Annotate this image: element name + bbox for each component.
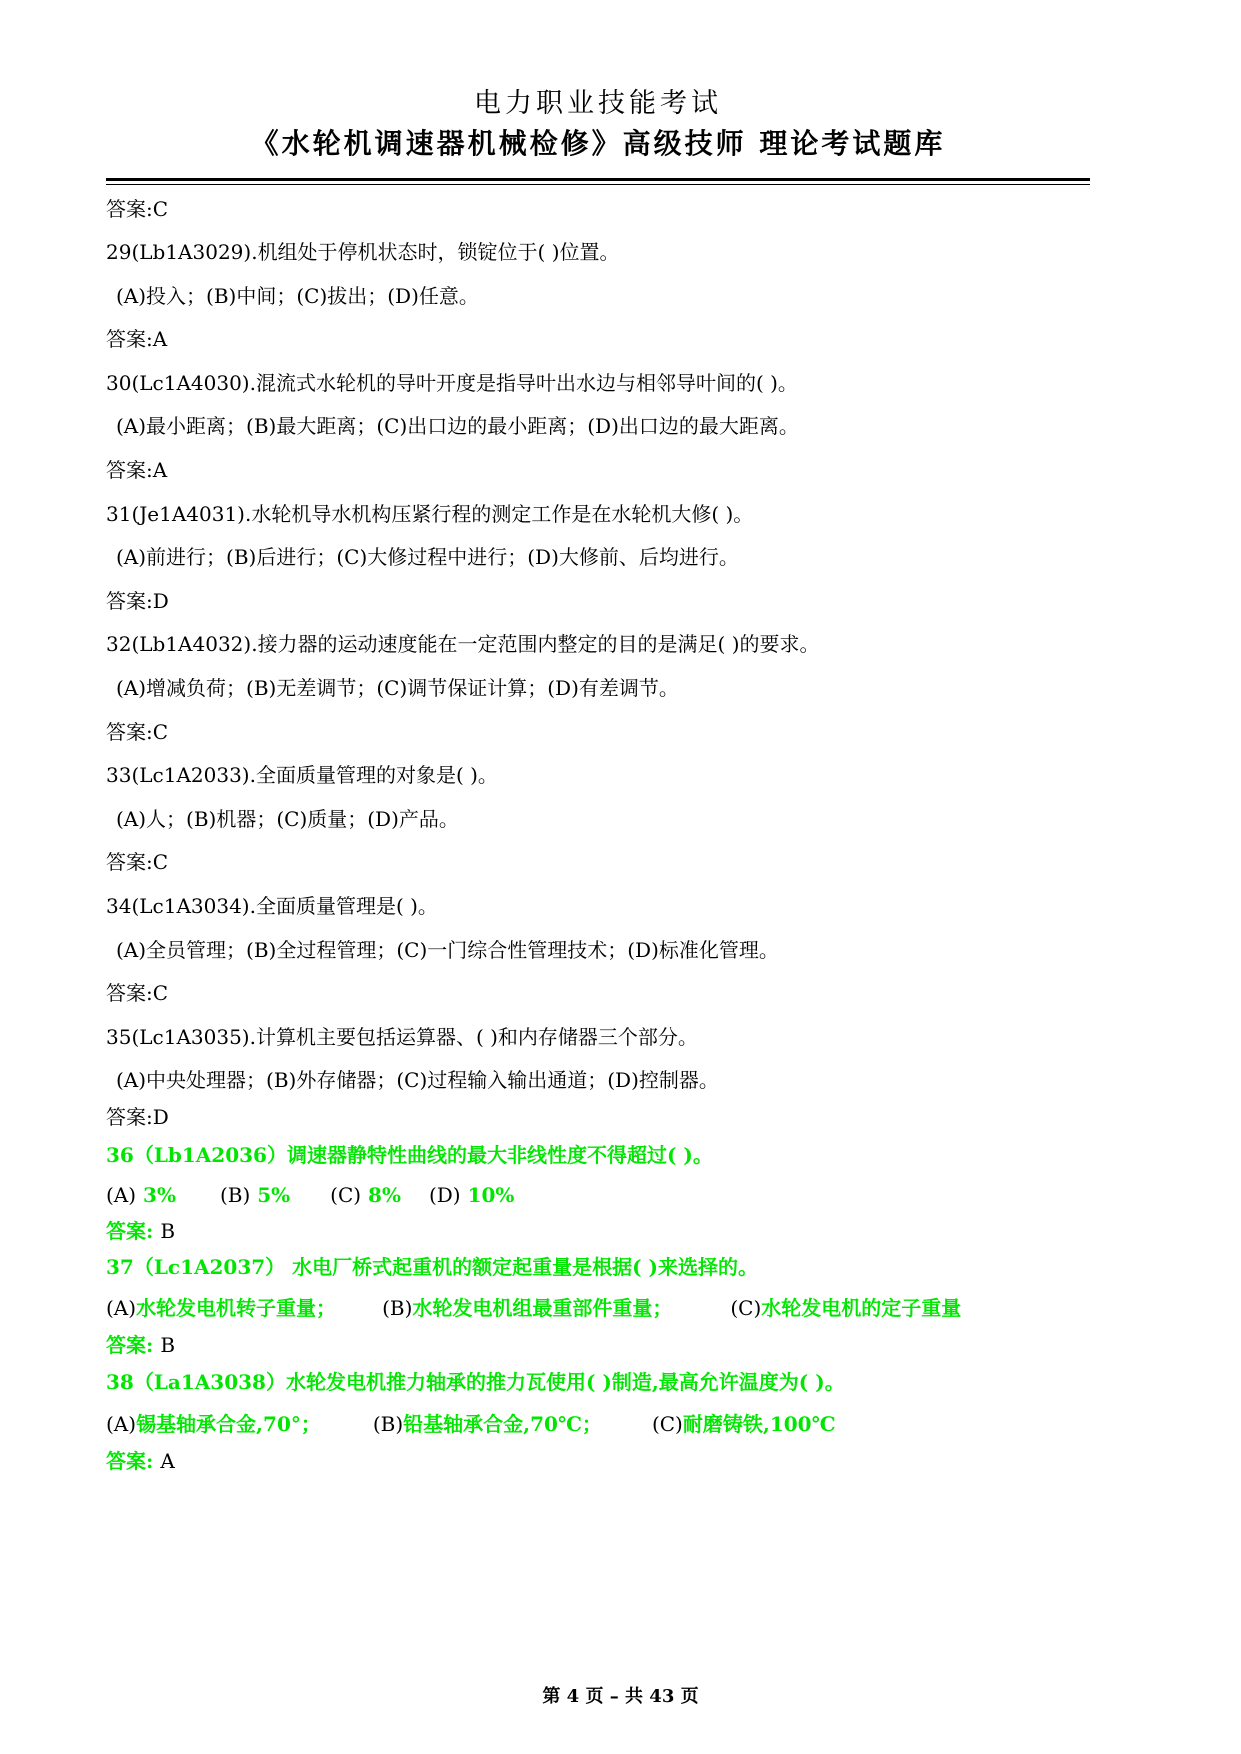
question-29: 29(Lb1A3029).机组处于停机状态时，锁锭位于( )位置。 [106, 240, 620, 264]
page-label: 第 [542, 1686, 561, 1707]
question-37: 37（Lc1A2037） 水电厂桥式起重机的额定起重量是根据( )来选择的。 [106, 1255, 759, 1279]
options-29: (A)投入；(B)中间；(C)拔出；(D)任意。 [116, 284, 479, 308]
answer-33: 答案:C [106, 850, 169, 874]
answer-31: 答案:D [106, 589, 169, 613]
question-30: 30(Lc1A4030).混流式水轮机的导叶开度是指导叶出水边与相邻导叶间的( )。 [106, 371, 798, 395]
question-32: 32(Lb1A4032).接力器的运动速度能在一定范围内整定的目的是满足( )的要求。 [106, 632, 820, 656]
exam-title: 电力职业技能考试 [474, 88, 722, 119]
page-unit: 页 [585, 1686, 604, 1707]
header-rule-thin [106, 184, 1090, 185]
answer-30: 答案:A [106, 458, 168, 482]
total-unit: 页 [680, 1686, 699, 1707]
options-33: (A)人；(B)机器；(C)质量；(D)产品。 [116, 807, 459, 831]
answer-34: 答案:C [106, 981, 169, 1005]
question-34: 34(Lc1A3034).全面质量管理是( )。 [106, 894, 438, 918]
page-footer [0, 1682, 1241, 1708]
question-35: 35(Lc1A3035).计算机主要包括运算器、( )和内存储器三个部分。 [106, 1025, 698, 1049]
options-31: (A)前进行；(B)后进行；(C)大修过程中进行；(D)大修前、后均进行。 [116, 545, 739, 569]
options-38: (A)锡基轴承合金,70°； (B)铅基轴承合金,70℃； (C)耐磨铸铁,100℃ [106, 1412, 836, 1436]
answer-38: 答案: A [106, 1449, 175, 1473]
options-35: (A)中央处理器；(B)外存储器；(C)过程输入输出通道；(D)控制器。 [116, 1068, 719, 1092]
document-header [106, 86, 1090, 162]
question-33: 33(Lc1A2033).全面质量管理的对象是( )。 [106, 763, 498, 787]
options-32: (A)增减负荷；(B)无差调节；(C)调节保证计算；(D)有差调节。 [116, 676, 679, 700]
question-36: 36（Lb1A2036）调速器静特性曲线的最大非线性度不得超过( )。 [106, 1143, 713, 1167]
answer-line: 答案:C [106, 197, 169, 221]
answer-36: 答案: B [106, 1219, 176, 1243]
options-36: (A) 3% (B) 5% (C) 8% (D) 10% [106, 1183, 515, 1207]
answer-29: 答案:A [106, 327, 168, 351]
question-31: 31(Je1A4031).水轮机导水机构压紧行程的测定工作是在水轮机大修( )。 [106, 502, 754, 526]
answer-32: 答案:C [106, 720, 169, 744]
answer-35: 答案:D [106, 1105, 169, 1129]
total-pages: 43 [649, 1686, 675, 1707]
page-number: 4 [566, 1686, 580, 1707]
options-30: (A)最小距离；(B)最大距离；(C)出口边的最小距离；(D)出口边的最大距离。 [116, 414, 799, 438]
footer-dash: – [609, 1686, 619, 1707]
header-rule-thick [106, 178, 1090, 181]
total-label: 共 [625, 1686, 644, 1707]
options-34: (A)全员管理；(B)全过程管理；(C)一门综合性管理技术；(D)标准化管理。 [116, 938, 779, 962]
question-38: 38（La1A3038）水轮发电机推力轴承的推力瓦使用( )制造,最高允许温度为( )。 [106, 1370, 845, 1394]
question-bank-title: 《水轮机调速器机械检修》高级技师 理论考试题库 [250, 127, 946, 160]
answer-37: 答案: B [106, 1333, 176, 1357]
options-37: (A)水轮发电机转子重量； (B)水轮发电机组最重部件重量； (C)水轮发电机的定子重量 [106, 1296, 962, 1320]
